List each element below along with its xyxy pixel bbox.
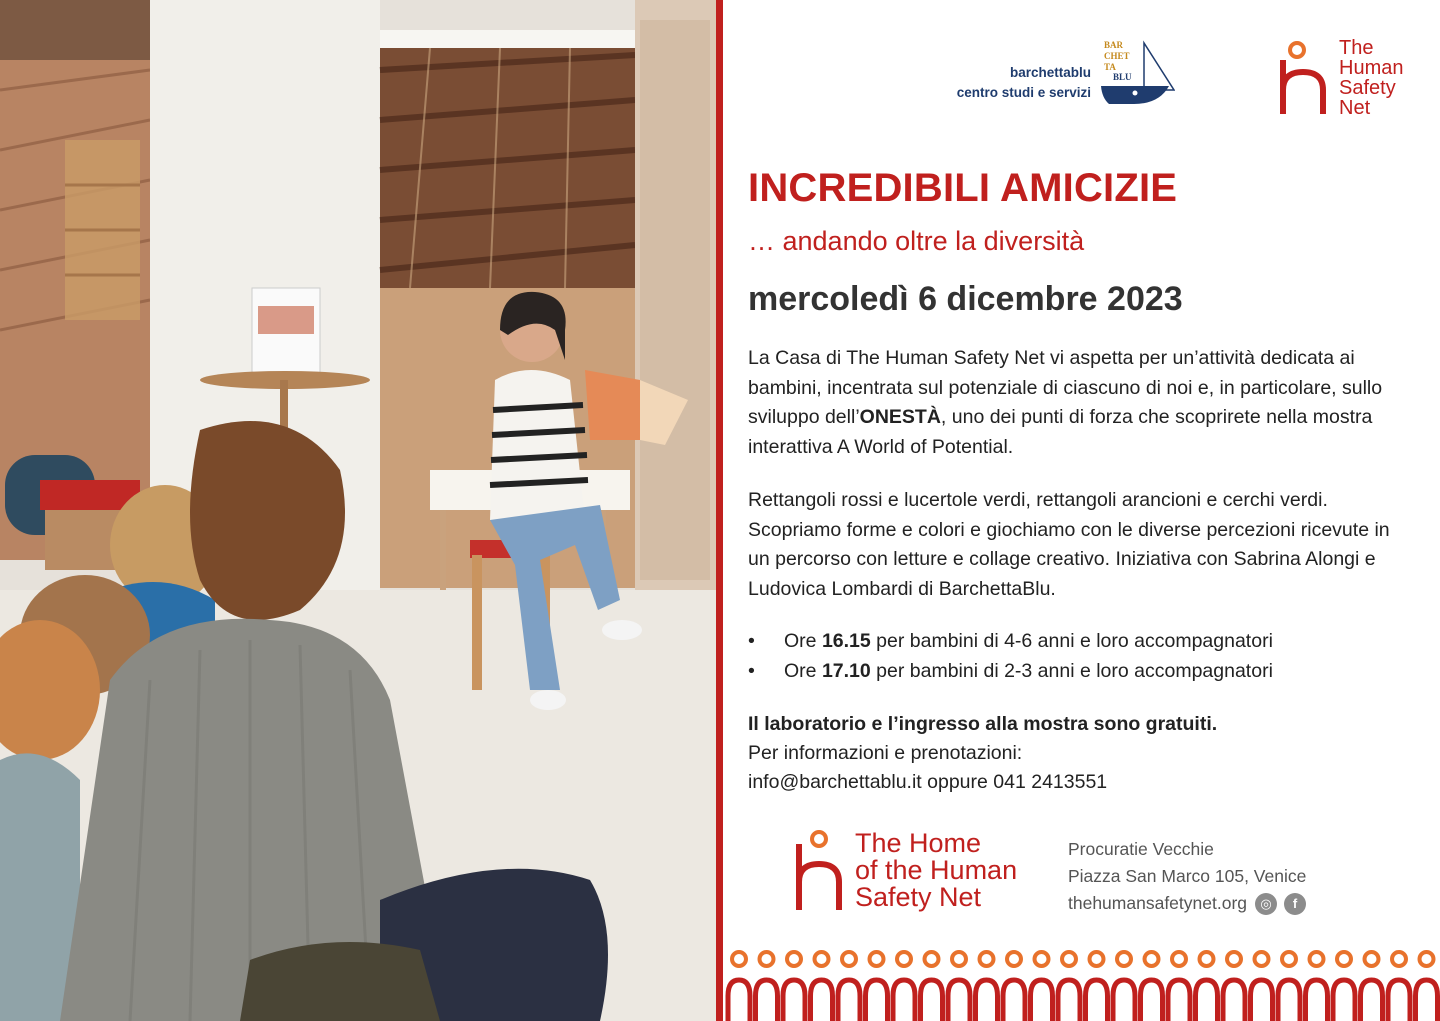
pattern-dot (1310, 952, 1324, 966)
brand-line-1: The (1339, 37, 1374, 59)
website-link[interactable]: thehumansafetynet.org (1068, 893, 1248, 913)
home-line-1: The Home (855, 828, 982, 858)
pattern-arch (1196, 980, 1218, 1021)
free-notice: Il laboratorio e l’ingresso alla mostra sono gratuiti. (748, 713, 1218, 735)
session-time: 16.15 (821, 630, 871, 652)
intro-highlight: ONESTÀ (859, 406, 941, 428)
pattern-arch (1223, 980, 1245, 1021)
pattern-arch (1333, 980, 1355, 1021)
home-line-2: of the Human (855, 855, 1018, 885)
pattern-dot (1145, 952, 1159, 966)
pattern-arch (1278, 980, 1300, 1021)
pattern-dot (1392, 952, 1406, 966)
intro-text-a: La Casa di The Human Safety Net vi aspetta per un’attività dedicata ai bambini, incentrata sul potenziale di ciascuno di noi e, in particolare, sullo sviluppo dell’ (748, 347, 1383, 428)
pattern-arch (783, 980, 805, 1021)
pattern-dot (870, 952, 884, 966)
pattern-arch (728, 980, 750, 1021)
pattern-dot (732, 952, 746, 966)
pattern-dot (1255, 952, 1269, 966)
pattern-arch (1251, 980, 1273, 1021)
info-label: Per informazioni e prenotazioni: (748, 742, 1023, 764)
hsn-h-icon (1278, 40, 1338, 120)
session-time: 17.10 (821, 659, 871, 682)
event-date: mercoledì 6 dicembre 2023 (748, 280, 1183, 318)
pattern-dot (980, 952, 994, 966)
hsn-h-icon (793, 828, 853, 918)
session-desc: per bambini di 4-6 anni e loro accompagnatori (870, 630, 1273, 652)
session-list (748, 627, 1408, 686)
event-subtitle: … andando oltre la diversità (748, 226, 1085, 256)
pattern-dot (1172, 952, 1186, 966)
pattern-dot (760, 952, 774, 966)
pattern-dot (1117, 952, 1131, 966)
human-safety-net-logo (1278, 37, 1428, 120)
pattern-arch (948, 980, 970, 1021)
pattern-dot (787, 952, 801, 966)
intro-paragraph (748, 344, 1408, 462)
pattern-dot (897, 952, 911, 966)
facebook-icon[interactable]: f (1284, 893, 1306, 915)
pattern-arch (1086, 980, 1108, 1021)
pattern-arch (811, 980, 833, 1021)
red-divider (716, 0, 723, 1021)
session-prefix: Ore (784, 630, 822, 652)
venue-name: Procuratie Vecchie (1068, 839, 1214, 859)
pattern-dot (952, 952, 966, 966)
brand-line-4: Net (1339, 97, 1371, 119)
event-title: INCREDIBILI AMICIZIE (748, 166, 1178, 210)
svg-text:TA: TA (1104, 62, 1116, 72)
pattern-arch (921, 980, 943, 1021)
pattern-arch (756, 980, 778, 1021)
pattern-dot (1007, 952, 1021, 966)
pattern-dot (1420, 952, 1434, 966)
pattern-dot (1227, 952, 1241, 966)
intro-text-b: , uno dei punti di forza che scoprirete nella mostra interattiva A World of Potential. (748, 406, 1373, 458)
session-prefix: Ore (784, 659, 822, 682)
pattern-arch (1361, 980, 1383, 1021)
pattern-arch (1003, 980, 1025, 1021)
pattern-dot (1062, 952, 1076, 966)
session-desc: per bambini di 2-3 anni e loro accompagnatori (870, 659, 1273, 682)
session-item (748, 627, 1408, 657)
pattern-arch (1388, 980, 1410, 1021)
svg-text:BLU: BLU (1113, 72, 1132, 82)
pattern-dot (1365, 952, 1379, 966)
pattern-arch (893, 980, 915, 1021)
event-photo (0, 0, 716, 1021)
pattern-arch (1306, 980, 1328, 1021)
pattern-arch (1416, 980, 1438, 1021)
pattern-dot (1282, 952, 1296, 966)
pattern-dot (1090, 952, 1104, 966)
pattern-dot (1200, 952, 1214, 966)
venue-address (1068, 836, 1306, 917)
pattern-dot (815, 952, 829, 966)
pattern-arch (866, 980, 888, 1021)
pattern-arch (1058, 980, 1080, 1021)
barchettablu-logo (956, 38, 1175, 108)
home-hsn-logo (793, 828, 1053, 918)
pattern-dot (1035, 952, 1049, 966)
contact-info[interactable]: info@barchettablu.it oppure 041 2413551 (748, 771, 1108, 793)
boat-icon (1099, 38, 1175, 108)
partner-tagline: centro studi e servizi (956, 85, 1091, 100)
pattern-arch (1113, 980, 1135, 1021)
partner-name: barchettablu (1009, 65, 1091, 80)
pattern-dot (1337, 952, 1351, 966)
decorative-pattern (723, 940, 1440, 1021)
brand-line-2: Human (1339, 57, 1404, 79)
pattern-arch (976, 980, 998, 1021)
svg-text:BAR: BAR (1104, 40, 1124, 50)
svg-text:CHET: CHET (1104, 51, 1130, 61)
pattern-arch (838, 980, 860, 1021)
street-address: Piazza San Marco 105, Venice (1068, 866, 1307, 886)
session-item (748, 657, 1408, 687)
activity-paragraph: Rettangoli rossi e lucertole verdi, rettangoli arancioni e cerchi verdi. Scopriamo forme e colori e giochiamo con le diverse percezioni ricevute in un percorso con letture e collage creativo. Iniziativa con Sabrina Alongi e Ludovica Lombardi di BarchettaBlu. (748, 489, 1390, 600)
pattern-arch (1168, 980, 1190, 1021)
home-line-3: Safety Net (855, 882, 982, 912)
pattern-dot (925, 952, 939, 966)
instagram-icon[interactable]: ◎ (1255, 893, 1277, 915)
pattern-arch (1141, 980, 1163, 1021)
pattern-dot (842, 952, 856, 966)
pattern-arch (1031, 980, 1053, 1021)
brand-line-3: Safety (1339, 77, 1396, 99)
